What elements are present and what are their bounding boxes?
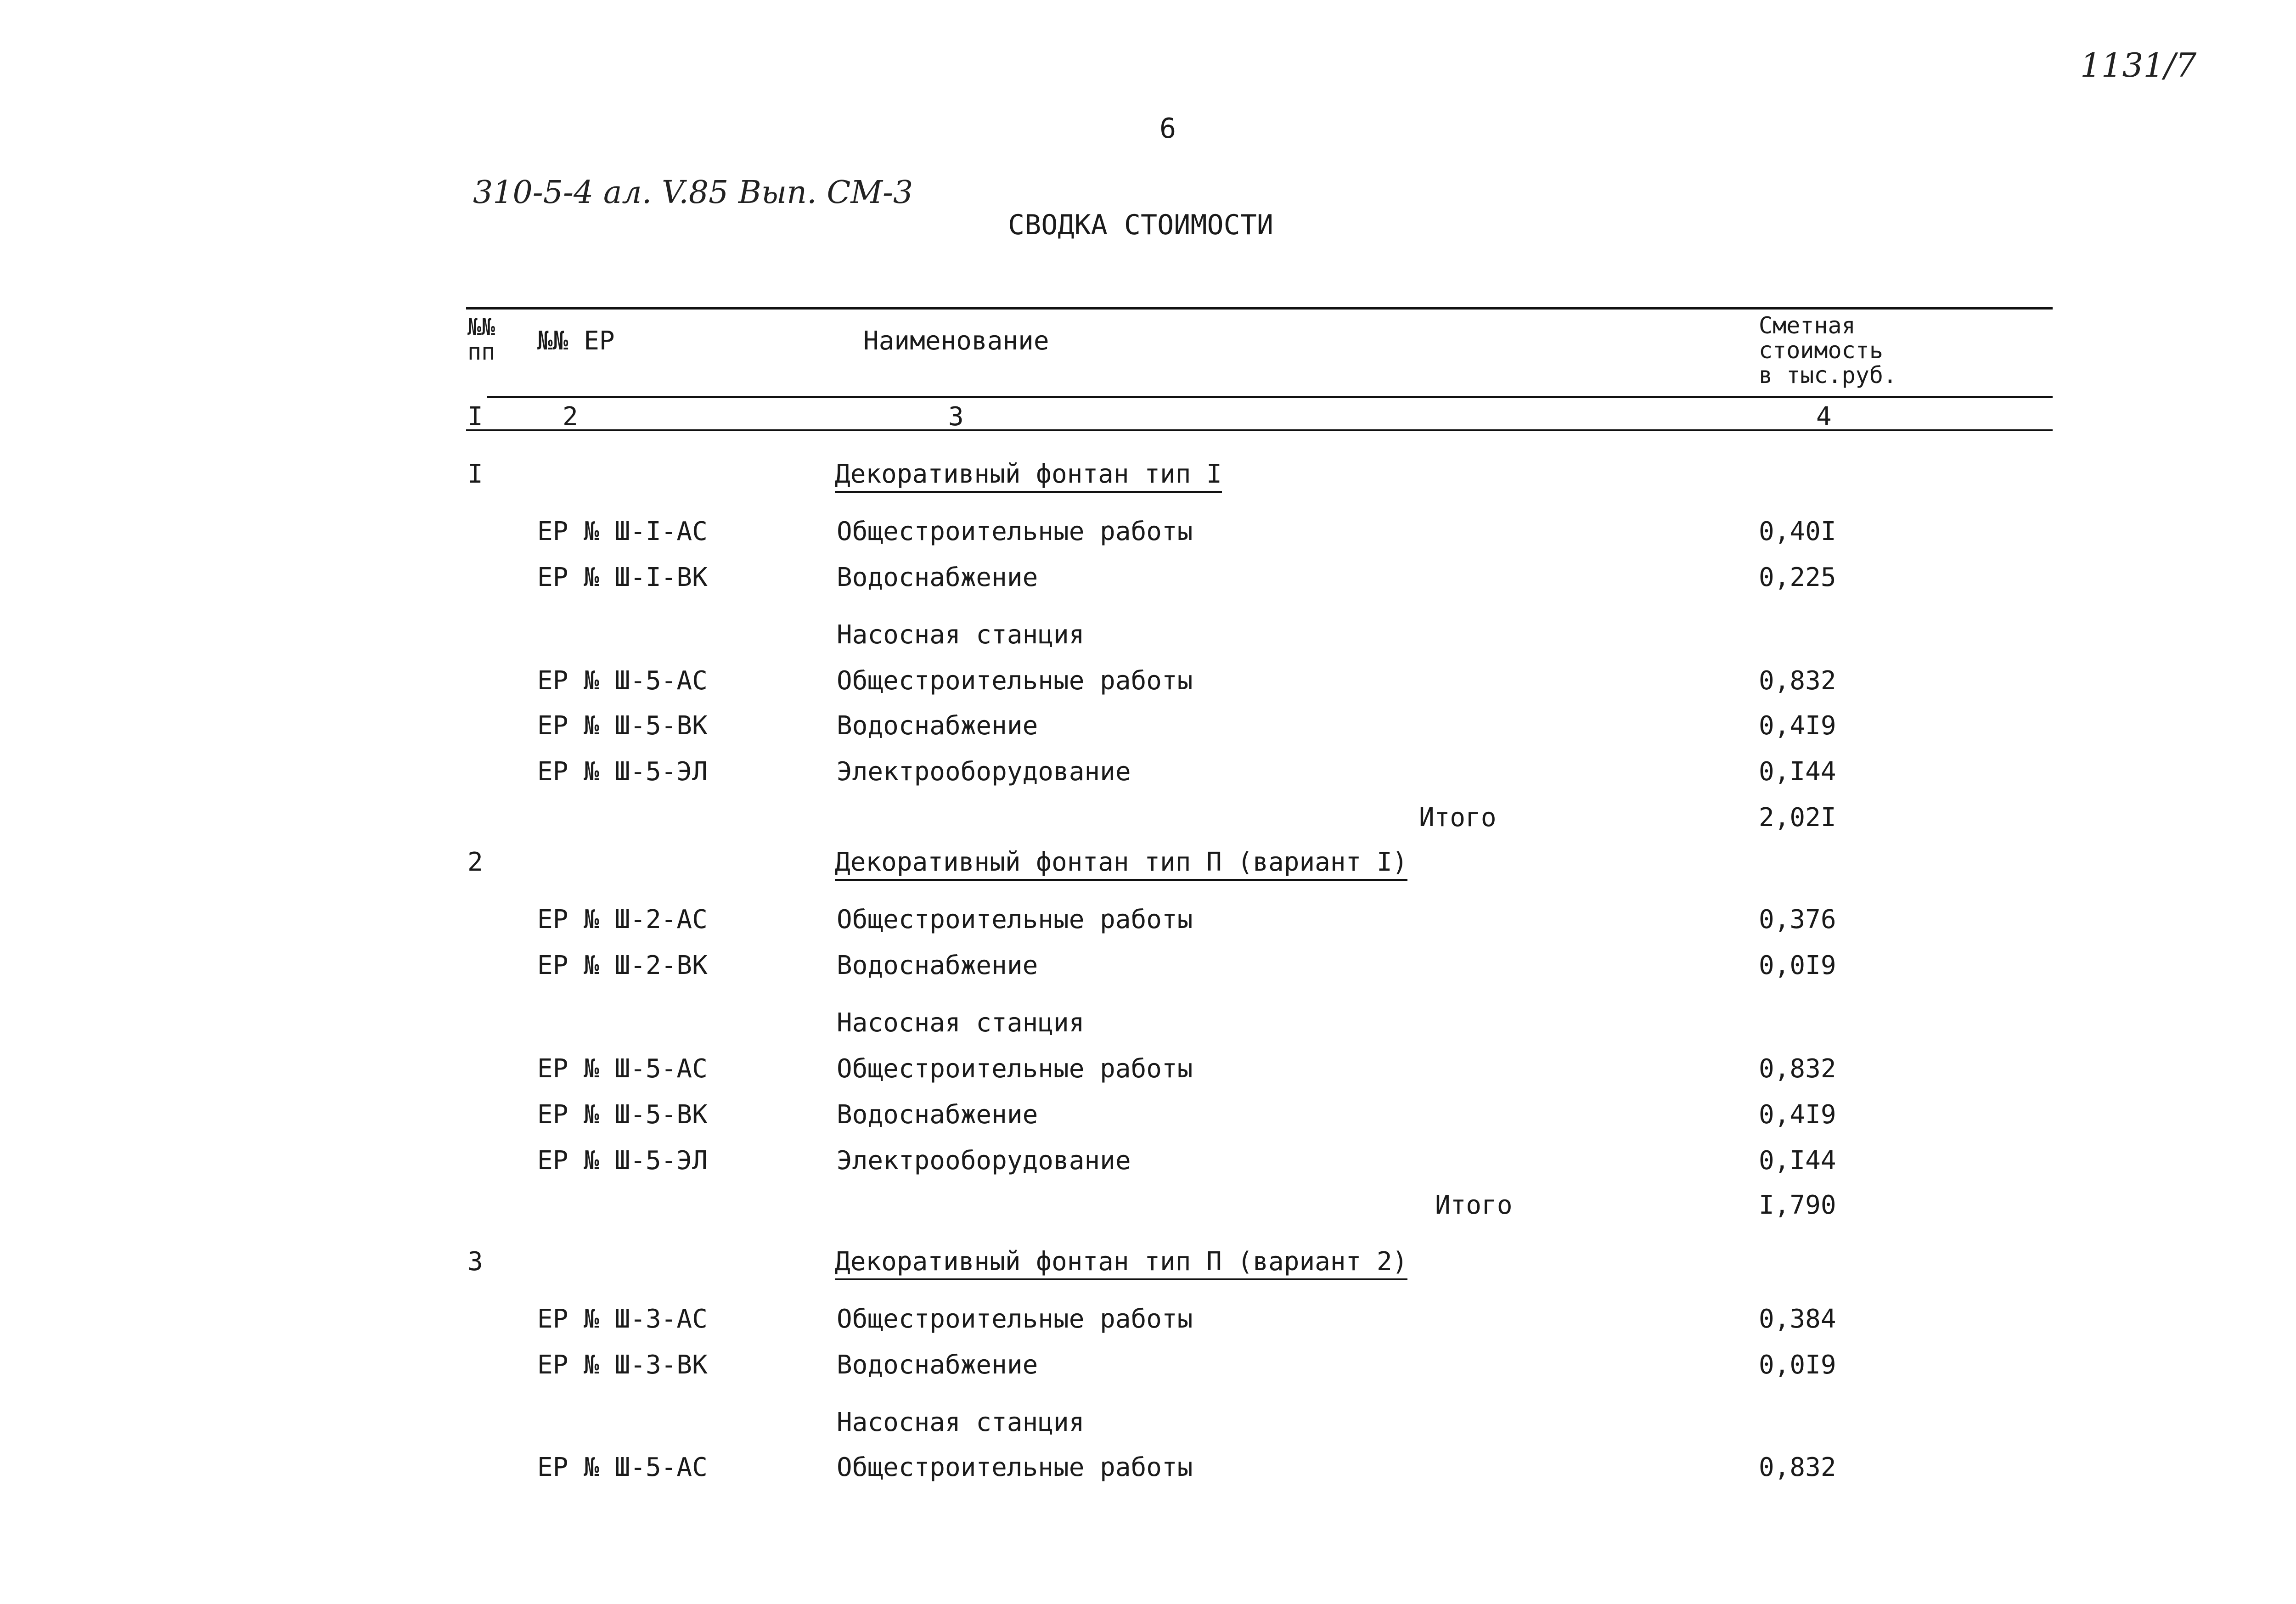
row-er: ЕР № Ш-5-АС (537, 1452, 708, 1482)
header-col2: №№ ЕР (537, 326, 615, 356)
row-name: Водоснабжение (837, 1100, 1038, 1130)
row-cost: 0,I44 (1759, 1146, 1836, 1176)
header-bottom-rule (487, 396, 2053, 398)
row-er: ЕР № Ш-5-АС (537, 666, 708, 696)
row-name: Насосная станция (837, 1407, 1085, 1437)
total-label: Итого (1435, 1190, 1513, 1220)
page-title: СВОДКА СТОИМОСТИ (1008, 209, 1273, 241)
section-number: I (467, 459, 483, 489)
row-cost: 0,0I9 (1759, 951, 1836, 980)
total-label: Итого (1419, 803, 1497, 833)
header-col3: Наименование (863, 326, 1049, 356)
row-er: ЕР № Ш-5-ВК (537, 711, 708, 741)
row-er: ЕР № Ш-5-ВК (537, 1100, 708, 1130)
row-name: Насосная станция (837, 1008, 1085, 1038)
total-value: I,790 (1759, 1190, 1836, 1220)
section-title: Декоративный фонтан тип П (вариант I) (835, 847, 1407, 881)
row-cost: 0,225 (1759, 563, 1836, 592)
row-name: Общестроительные работы (837, 1054, 1193, 1084)
row-name: Водоснабжение (837, 1350, 1038, 1380)
row-er: ЕР № Ш-5-ЭЛ (537, 1146, 708, 1176)
row-cost: 0,376 (1759, 905, 1836, 934)
colnum-1: I (467, 402, 483, 432)
table-top-rule (466, 307, 2053, 310)
row-er: ЕР № Ш-2-ВК (537, 951, 708, 980)
row-er: ЕР № Ш-5-АС (537, 1054, 708, 1084)
colnum-4: 4 (1816, 402, 1832, 432)
row-name: Электрооборудование (837, 1146, 1131, 1176)
header-col1: №№ пп (467, 314, 495, 365)
page-number: 6 (1159, 113, 1176, 145)
section-number: 2 (467, 847, 483, 877)
row-name: Водоснабжение (837, 711, 1038, 741)
row-cost: 0,832 (1759, 1452, 1836, 1482)
row-cost: 0,832 (1759, 1054, 1836, 1084)
row-cost: 0,4I9 (1759, 1100, 1836, 1130)
row-er: ЕР № Ш-3-АС (537, 1304, 708, 1334)
row-name: Насосная станция (837, 620, 1085, 650)
row-cost: 0,384 (1759, 1304, 1836, 1334)
row-cost: 0,0I9 (1759, 1350, 1836, 1380)
doc-code: 310-5-4 ал. V.85 Вып. СМ-3 (473, 174, 913, 211)
colnum-3: 3 (948, 402, 964, 432)
row-cost: 0,832 (1759, 666, 1836, 696)
row-name: Общестроительные работы (837, 1452, 1193, 1482)
row-name: Общестроительные работы (837, 517, 1193, 546)
row-cost: 0,I44 (1759, 757, 1836, 787)
row-cost: 0,4I9 (1759, 711, 1836, 741)
row-name: Общестроительные работы (837, 1304, 1193, 1334)
row-name: Общестроительные работы (837, 905, 1193, 934)
row-name: Электрооборудование (837, 757, 1131, 787)
section-number: 3 (467, 1247, 483, 1277)
colnum-bottom-rule (466, 429, 2053, 431)
row-er: ЕР № Ш-3-ВК (537, 1350, 708, 1380)
row-cost: 0,40I (1759, 517, 1836, 546)
row-er: ЕР № Ш-I-АС (537, 517, 708, 546)
row-er: ЕР № Ш-I-ВК (537, 563, 708, 592)
row-name: Водоснабжение (837, 951, 1038, 980)
row-name: Общестроительные работы (837, 666, 1193, 696)
corner-mark: 1131/7 (2080, 46, 2197, 84)
header-col4: Сметная стоимость в тыс.руб. (1759, 312, 1897, 388)
row-er: ЕР № Ш-2-АС (537, 905, 708, 934)
section-title: Декоративный фонтан тип I (835, 459, 1222, 493)
total-value: 2,02I (1759, 803, 1836, 833)
row-name: Водоснабжение (837, 563, 1038, 592)
row-er: ЕР № Ш-5-ЭЛ (537, 757, 708, 787)
colnum-2: 2 (563, 402, 578, 432)
section-title: Декоративный фонтан тип П (вариант 2) (835, 1247, 1407, 1280)
